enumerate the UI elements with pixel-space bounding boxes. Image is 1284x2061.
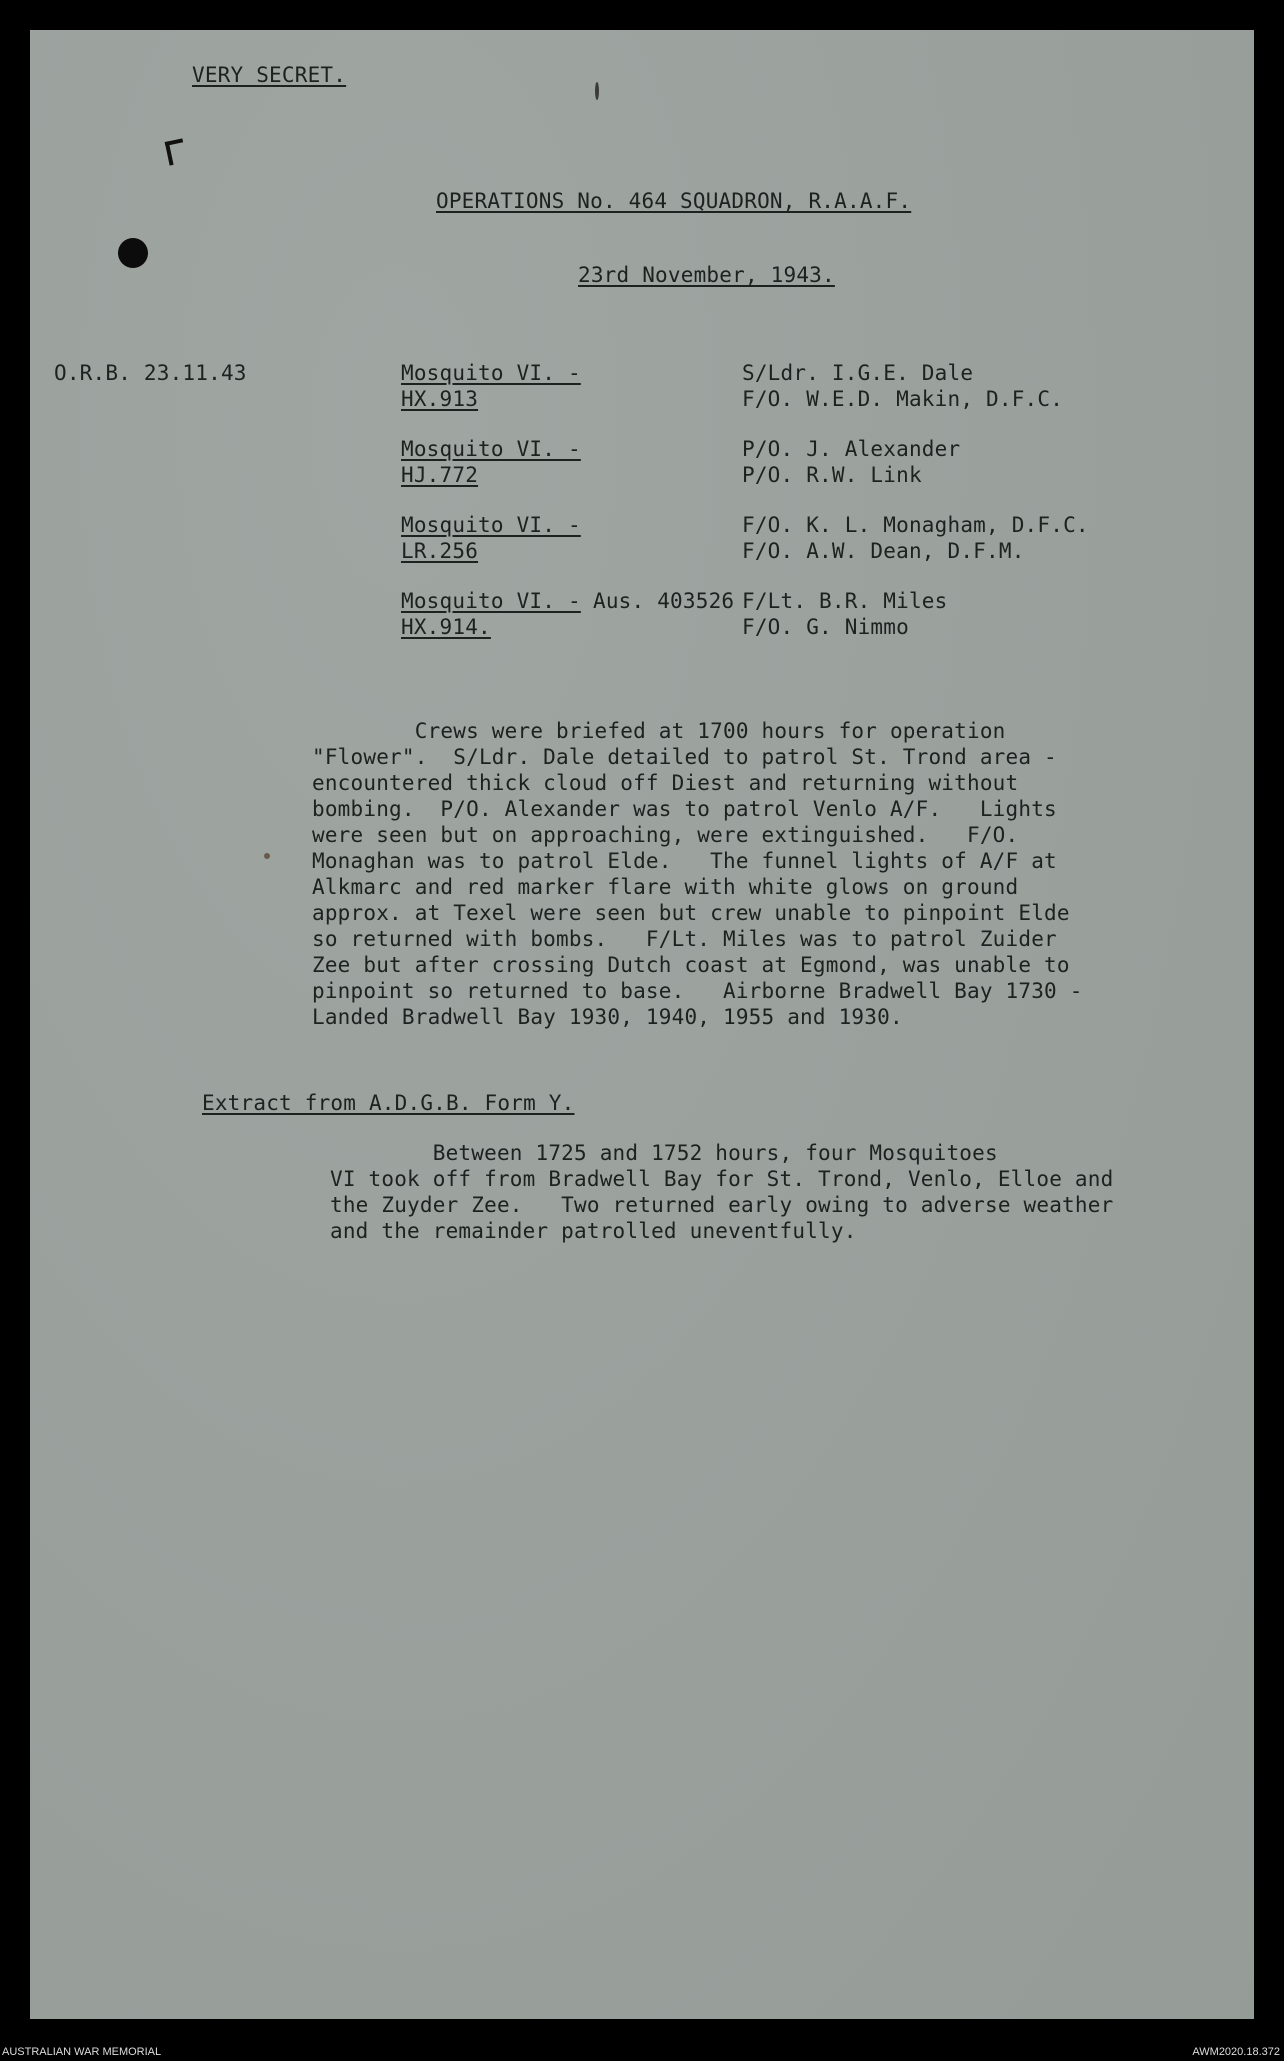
report-date: 23rd November, 1943. (578, 263, 835, 287)
crew-member: P/O. J. Alexander (742, 437, 961, 461)
crew-member: F/O. W.E.D. Makin, D.F.C. (742, 387, 1064, 411)
aircraft-type: Mosquito VI. - (401, 361, 581, 385)
crew-member: P/O. R.W. Link (742, 463, 922, 487)
punch-hole (118, 238, 148, 268)
classification-label: VERY SECRET. (192, 63, 347, 87)
crew-member: F/Lt. B.R. Miles (742, 589, 948, 613)
footer-source: AUSTRALIAN WAR MEMORIAL (2, 2046, 162, 2058)
crew-member: S/Ldr. I.G.E. Dale (742, 361, 974, 385)
ink-mark (165, 138, 188, 165)
stain-speck (264, 853, 270, 859)
aircraft-type: Mosquito VI. - (401, 589, 581, 613)
document-page (30, 30, 1254, 2019)
operation-narrative: Crews were briefed at 1700 hours for operation "Flower". S/Ldr. Dale detailed to patrol St. Trond area - encountered thick cloud off Diest and returning without bombing. P/O. Alexander was to patrol Venlo A/F. Lights were seen but on approaching, were extinguished. F/O. Monaghan was to patrol Elde. The funnel lights of A/F at Alkmarc and red marker flare with white glows on ground approx. at Texel were seen but crew unable to pinpoint Elde so returned with bombs. F/Lt. Miles was to patrol Zuider Zee but after crossing Dutch coast at Egmond, was unable to pinpoint so returned to base. Airborne Bradwell Bay 1730 - Landed Bradwell Bay 1930, 1940, 1955 and 1930. (312, 719, 1083, 1029)
extract-heading: Extract from A.D.G.B. Form Y. (202, 1091, 575, 1115)
crew-member: F/O. A.W. Dean, D.F.M. (742, 539, 1025, 563)
aircraft-type: Mosquito VI. - (401, 437, 581, 461)
ink-speck (595, 82, 599, 100)
crew-member: F/O. G. Nimmo (742, 615, 909, 639)
aircraft-serial: LR.256 (401, 539, 479, 563)
orb-reference: O.R.B. 23.11.43 (54, 361, 247, 385)
footer-catalogue-number: AWM2020.18.372 (1192, 2046, 1280, 2058)
page-title: OPERATIONS No. 464 SQUADRON, R.A.A.F. (436, 189, 912, 213)
aircraft-type: Mosquito VI. - (401, 513, 581, 537)
aircraft-serial: HX.914. (401, 615, 491, 639)
extract-text: Between 1725 and 1752 hours, four Mosquitoes VI took off from Bradwell Bay for St. Trond, Venlo, Elloe and the Zuyder Zee. Two returned early owing to adverse weather and the remainder patrolled uneventfully. (330, 1141, 1114, 1243)
crew-member: F/O. K. L. Monagham, D.F.C. (742, 513, 1089, 537)
aircraft-serial: HX.913 (401, 387, 479, 411)
service-number: Aus. 403526 (593, 589, 735, 613)
aircraft-serial: HJ.772 (401, 463, 479, 487)
